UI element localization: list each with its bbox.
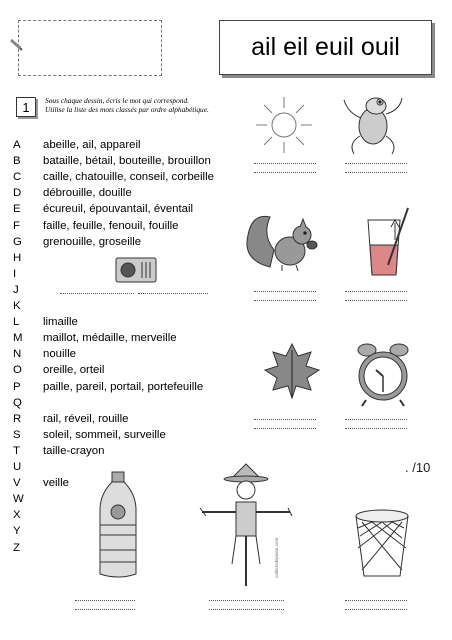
wastebasket-icon xyxy=(352,508,412,580)
word-list-f: faille, feuille, fenouil, fouille xyxy=(43,219,179,232)
alphabet-letter-v: V xyxy=(13,477,21,490)
word-list-l: limaille xyxy=(43,316,78,329)
alphabet-letter-c: C xyxy=(13,171,22,184)
word-list-r: rail, réveil, rouille xyxy=(43,412,129,425)
student-name-box[interactable] xyxy=(18,20,162,76)
alphabet-letter-p: P xyxy=(13,380,21,393)
answer-line-scarecrow-2[interactable] xyxy=(209,609,284,610)
answer-line-frog[interactable] xyxy=(345,163,407,164)
alphabet-letter-j: J xyxy=(13,283,19,296)
answer-line-squirrel-2[interactable] xyxy=(254,300,316,301)
word-list-o: oreille, orteil xyxy=(43,364,105,377)
glass-straw-icon xyxy=(360,205,415,280)
frog-icon xyxy=(340,88,405,158)
answer-line-leaf-2[interactable] xyxy=(254,428,316,429)
answer-line-basket-2[interactable] xyxy=(345,609,407,610)
alphabet-letter-o: O xyxy=(13,364,22,377)
word-list-d: débrouille, douille xyxy=(43,187,132,200)
word-list-g: grenouille, groseille xyxy=(43,235,142,248)
pencil-sharpener-icon xyxy=(112,252,160,288)
squirrel-icon xyxy=(240,205,330,275)
answer-line-squirrel[interactable] xyxy=(254,291,316,292)
alphabet-letter-m: M xyxy=(13,332,23,345)
sun-icon xyxy=(254,95,314,155)
alphabet-letter-k: K xyxy=(13,300,21,312)
instruction-line-1: Sous chaque dessin, écris le mot qui correspond. xyxy=(45,96,190,105)
answer-line-basket[interactable] xyxy=(345,600,407,601)
score-label: . /10 xyxy=(405,460,431,475)
answer-line-sharpener[interactable] xyxy=(60,293,134,294)
word-list-v: veille xyxy=(43,477,69,490)
alphabet-letter-z: Z xyxy=(13,541,20,554)
answer-line-bottle[interactable] xyxy=(75,600,135,601)
alphabet-letter-r: R xyxy=(13,412,22,425)
answer-line-sun[interactable] xyxy=(254,163,316,164)
word-list-s: soleil, sommeil, surveille xyxy=(43,428,166,441)
alarm-clock-icon xyxy=(352,340,414,408)
bottle-icon xyxy=(92,470,144,582)
alphabet-letter-b: B xyxy=(13,155,21,168)
answer-line-glass-2[interactable] xyxy=(345,300,407,301)
instruction-line-2: Utilise la liste des mots classés par ordre alphabétique. xyxy=(45,105,209,114)
word-list-p: paille, pareil, portail, portefeuille xyxy=(43,380,204,393)
alphabet-letter-x: X xyxy=(13,509,21,522)
alphabet-letter-q: Q xyxy=(13,396,22,409)
alphabet-letter-g: G xyxy=(13,235,22,248)
alphabet-letter-t: T xyxy=(13,444,20,457)
answer-line-glass[interactable] xyxy=(345,291,407,292)
alphabet-letter-d: D xyxy=(13,187,22,200)
word-list-e: écureuil, épouvantail, éventail xyxy=(43,203,194,216)
pencil-icon xyxy=(9,38,23,52)
answer-line-bottle-2[interactable] xyxy=(75,609,135,610)
alphabet-letter-h: H xyxy=(13,251,22,264)
answer-line-leaf[interactable] xyxy=(254,419,316,420)
alphabet-letter-s: S xyxy=(13,428,21,441)
alphabet-letter-f: F xyxy=(13,219,20,232)
alphabet-letter-e: E xyxy=(13,203,21,216)
answer-line-sharpener-2[interactable] xyxy=(138,293,208,294)
answer-line-clock-2[interactable] xyxy=(345,428,407,429)
watermark: cahiersdejanne.com xyxy=(274,537,279,578)
word-list-a: abeille, ail, appareil xyxy=(43,139,141,151)
alphabet-letter-a: A xyxy=(13,139,21,151)
scarecrow-icon xyxy=(198,460,294,588)
exercise-number: 1 xyxy=(16,97,36,117)
word-list-m: maillot, médaille, merveille xyxy=(43,332,177,345)
word-list-t: taille-crayon xyxy=(43,444,105,457)
answer-line-scarecrow[interactable] xyxy=(209,600,284,601)
word-list-c: caille, chatouille, conseil, corbeille xyxy=(43,171,214,184)
word-list-b: bataille, bétail, bouteille, brouillon xyxy=(43,155,211,168)
answer-line-clock[interactable] xyxy=(345,419,407,420)
alphabet-letter-u: U xyxy=(13,461,22,473)
alphabet-letter-y: Y xyxy=(13,525,21,538)
alphabet-letter-w: W xyxy=(13,493,24,506)
leaf-icon xyxy=(263,340,321,402)
alphabet-letter-l: L xyxy=(13,316,20,329)
alphabet-letter-n: N xyxy=(13,348,22,361)
alphabet-letter-i: I xyxy=(13,267,17,280)
answer-line-frog-2[interactable] xyxy=(345,172,407,173)
word-list-n: nouille xyxy=(43,348,76,361)
page-title: ail eil euil ouil xyxy=(219,20,432,75)
answer-line-sun-2[interactable] xyxy=(254,172,316,173)
instruction-text xyxy=(45,96,255,114)
